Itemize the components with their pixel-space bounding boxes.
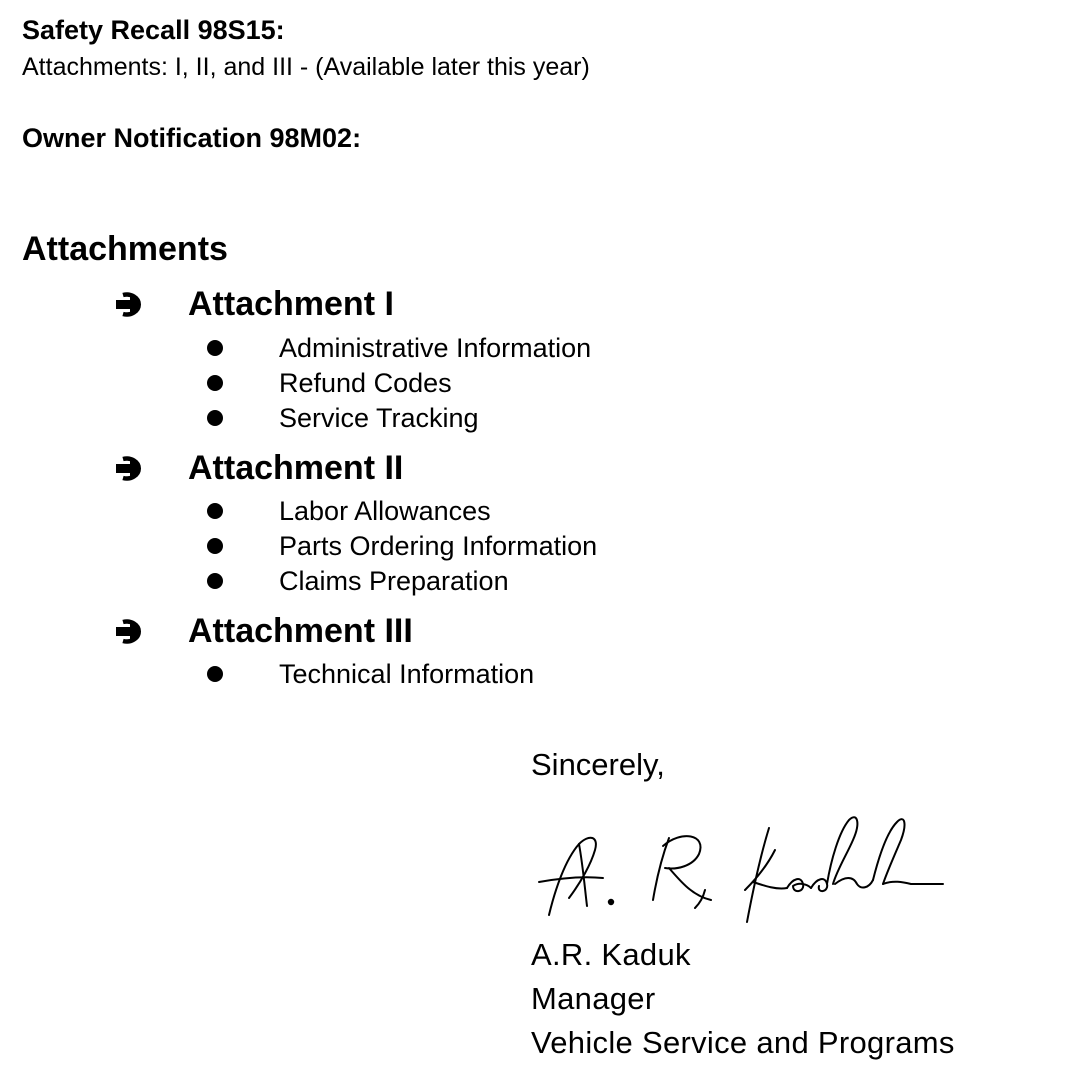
bullet-dot-icon — [207, 375, 223, 391]
circled-arrow-right-icon — [114, 291, 145, 318]
list-item: Labor Allowances — [279, 496, 491, 526]
bullet-dot-icon — [207, 410, 223, 426]
bullet-dot-icon — [207, 503, 223, 519]
signer-name: A.R. Kaduk — [531, 937, 691, 972]
attachment-title: Attachment I — [188, 285, 394, 323]
list-item: Refund Codes — [279, 368, 452, 398]
bullet-dot-icon — [207, 573, 223, 589]
circled-arrow-right-icon — [114, 618, 145, 645]
owner-notification-title: Owner Notification 98M02: — [22, 123, 362, 153]
recall-attachments-note: Attachments: I, II, and III - (Available later this year) — [22, 53, 590, 81]
attachment-title: Attachment II — [188, 449, 404, 487]
list-item: Administrative Information — [279, 333, 592, 363]
signer-title: Manager — [531, 981, 656, 1016]
bullet-dot-icon — [207, 340, 223, 356]
list-item: Claims Preparation — [279, 566, 509, 596]
signer-department: Vehicle Service and Programs — [531, 1025, 955, 1060]
list-item: Parts Ordering Information — [279, 531, 598, 561]
closing-salutation: Sincerely, — [531, 747, 665, 782]
attachments-heading: Attachments — [22, 230, 228, 268]
list-item: Technical Information — [279, 659, 535, 689]
list-item: Service Tracking — [279, 403, 479, 433]
bullet-dot-icon — [207, 538, 223, 554]
safety-recall-title: Safety Recall 98S15: — [22, 15, 285, 45]
handwritten-signature — [531, 810, 951, 925]
circled-arrow-right-icon — [114, 455, 145, 482]
bullet-dot-icon — [207, 666, 223, 682]
attachment-title: Attachment III — [188, 612, 413, 650]
